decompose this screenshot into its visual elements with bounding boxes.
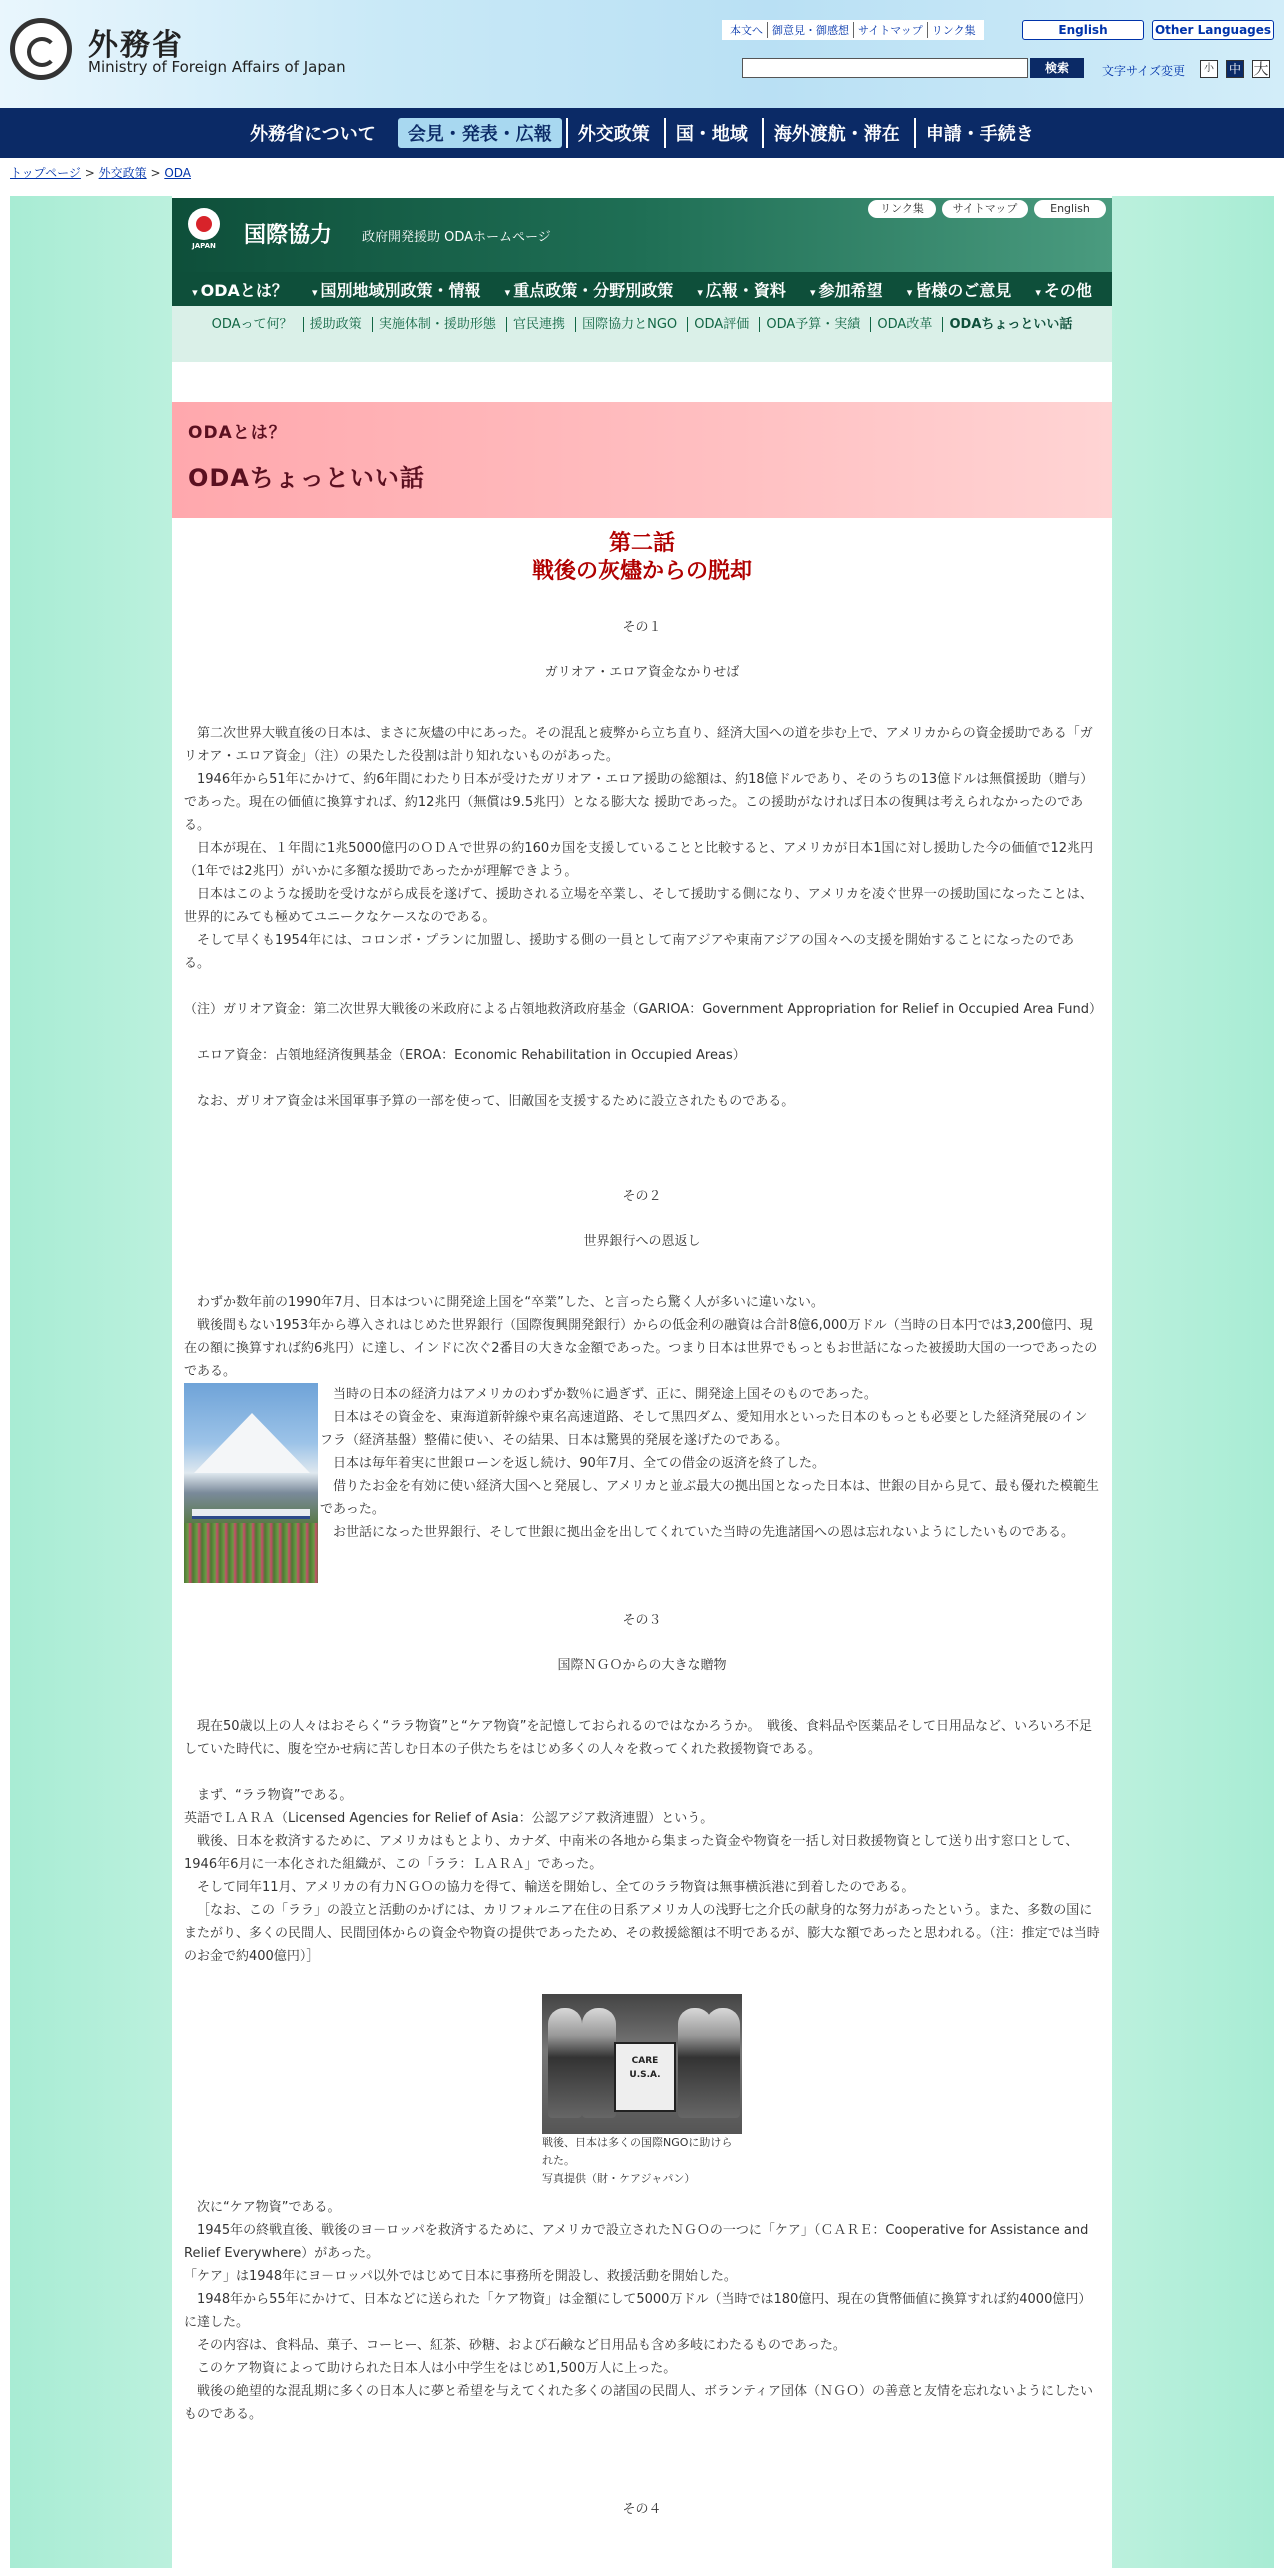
part1-label: その１ xyxy=(622,620,662,635)
paragraph: 次に“ケア物資”である。 xyxy=(197,2200,341,2215)
paragraph: 日本が現在、１年間に1兆5000億円のＯＤＡで世界の約160カ国を支援していることと比較すると、アメリカが日本1国に対し援助した今の価値で12兆円（1年では2兆円）がいかに多額な援助であったかが理解できよう。 xyxy=(184,841,1094,879)
paragraph: 借りたお金を有効に使い経済大国へと発展し、アメリカと並ぶ最大の拠出国となった日本は、世銀の目から見て、最も優れた模範生であった。 xyxy=(320,1479,1099,1517)
oda-subtitle: 政府開発援助 ODAホームページ xyxy=(362,230,551,245)
part2-title: 世界銀行への恩返し xyxy=(583,1234,701,1249)
paragraph: わずか数年前の1990年7月、日本はついに開発途上国を“卒業”した、と言ったら驚く人が多いに違いない。 xyxy=(197,1295,824,1310)
oda-nav-priority-policy[interactable]: ▾ 重点政策・分野別政策 xyxy=(505,278,674,301)
paragraph: 1946年から51年にかけて、約6年間にわたり日本が受けたガリオア・エロア援助の総額は、約18億ドルであり、そのうちの13億ドルは無償援助（贈与）であった。現在の価値に換算すれば、約12兆円（無償は9.5兆円）となる膨大な 援助であった。この援助がなければ日本の復興は考えられなかったのである。 xyxy=(184,772,1094,833)
part1-title: ガリオア・エロア資金なかりせば xyxy=(544,665,740,680)
paragraph: その内容は、食料品、菓子、コーヒー、紅茶、砂糖、および石鹸など日用品も含め多岐にわたるものであった。 xyxy=(197,2338,846,2353)
link-sitemap[interactable]: サイトマップ xyxy=(853,22,927,38)
care-children-photo xyxy=(542,1994,742,2134)
paragraph: まず、“ララ物資”である。 xyxy=(197,1788,353,1803)
gnav-press[interactable]: 会見・発表・広報 xyxy=(398,118,562,148)
part4-label: その４ xyxy=(622,2502,662,2517)
oda-nav-opinions[interactable]: ▾ 皆様のご意見 xyxy=(907,278,1012,301)
part2-label: その２ xyxy=(622,1189,662,1204)
care-box-label: CARE U.S.A. xyxy=(614,2042,676,2112)
oda-nav xyxy=(172,272,1112,306)
paragraph: 戦後の絶望的な混乱期に多くの日本人に夢と希望を与えてくれた多くの諸国の民間人、ボランティア団体（ＮＧＯ）の善意と友情を忘れないようにしたいものである。 xyxy=(184,2384,1093,2422)
article xyxy=(184,530,1100,2521)
english-button[interactable]: English xyxy=(1022,20,1144,40)
paragraph: 戦後間もない1953年から導入されはじめた世界銀行（国際復興開発銀行）からの低金利の融資は合計8億6,000万ドル（当時の日本円では3,200億円、現在の額に換算すれば約6兆円）に達し、インドに次ぐ2番目の大きな金額であった。つまり日本は世界でもっともお世話になった被援助大国の一つであったのである。 xyxy=(184,1318,1098,1379)
care-photo-figure xyxy=(184,1994,1100,2188)
photo-caption: 戦後、日本は多くの国際NGOに助けられた。 xyxy=(542,2136,733,2167)
breadcrumb-policy[interactable]: 外交政策 xyxy=(98,166,147,180)
subnav-implementation[interactable]: 実施体制・援助形態 xyxy=(372,317,502,332)
oda-tab-sitemap[interactable]: サイトマップ xyxy=(942,200,1028,218)
oda-nav-others[interactable]: ▾ その他 xyxy=(1035,278,1092,301)
link-skip-to-content[interactable]: 本文へ xyxy=(730,24,763,37)
note-funding: なお、ガリオア資金は米国軍事予算の一部を使って、旧敵国を支援するために設立されたものである。 xyxy=(197,1094,795,1109)
paragraph: そして同年11月、アメリカの有力ＮＧＯの協力を得て、輸送を開始し、全てのララ物資は無事横浜港に到着したのである。 xyxy=(197,1880,915,1895)
font-size-small-button[interactable]: 小 xyxy=(1200,60,1218,78)
note-eroa: エロア資金：占領地経済復興基金（EROA：Economic Rehabilitation in Occupied Areas） xyxy=(197,1048,746,1063)
search-input[interactable] xyxy=(742,58,1028,78)
paragraph: 英語でＬＡＲＡ（Licensed Agencies for Relief of Asia：公認アジア救済連盟）という。 xyxy=(184,1811,714,1826)
gnav-regions[interactable]: 国・地域 xyxy=(664,118,758,148)
link-links[interactable]: リンク集 xyxy=(927,22,980,38)
font-size-large-button[interactable]: 大 xyxy=(1253,60,1269,78)
breadcrumb-home[interactable]: トップページ xyxy=(10,166,81,180)
global-nav xyxy=(0,108,1284,158)
paragraph: ［なお、この「ララ」の設立と活動のかげには、カリフォルニア在住の日系アメリカ人の浅野七之介氏の献身的な努力があったという。また、多数の国にまたがり、多くの民間人、民間団体からの資金や物資の提供であったため、その救援総額は不明であるが、膨大な額であったと思われる。（注：推定では当時のお金で約400億円）］ xyxy=(184,1903,1100,1964)
part3-title: 国際ＮＧＯからの大きな贈物 xyxy=(557,1658,727,1673)
site-title-en[interactable]: Ministry of Foreign Affairs of Japan xyxy=(88,58,346,76)
chapter-title: 戦後の灰燼からの脱却 xyxy=(531,559,752,584)
paragraph: 1948年から55年にかけて、日本などに送られた「ケア物資」は金額にして5000万ドル（当時では180億円、現在の貨幣価値に換算すれば約4000億円）に達した。 xyxy=(184,2292,1092,2330)
oda-tab-links[interactable]: リンク集 xyxy=(868,200,936,218)
site-header xyxy=(0,0,1284,108)
mofa-logo-icon[interactable] xyxy=(10,18,72,80)
oda-title[interactable]: 国際協力 xyxy=(244,223,333,248)
oda-nav-pr-materials[interactable]: ▾ 広報・資料 xyxy=(697,278,786,301)
logo-text: JAPAN xyxy=(192,242,216,250)
part1-body xyxy=(184,722,1100,975)
paragraph: そして早くも1954年には、コロンボ・プランに加盟し、援助する側の一員として南アジアや東南アジアの国々への支援を開始することになったのである。 xyxy=(184,933,1075,971)
subnav-evaluation[interactable]: ODA評価 xyxy=(687,317,755,332)
subnav-ngo[interactable]: 国際協力とNGO xyxy=(575,317,683,332)
oda-tab-english[interactable]: English xyxy=(1034,200,1106,218)
paragraph: 日本はこのような援助を受けながら成長を遂げて、援助される立場を卒業し、そして援助する側になり、アメリカを凌ぐ世界一の援助国になったことは、世界的にみても極めてユニークなケースなのである。 xyxy=(184,887,1093,925)
banner-section-label: ODAとは？ xyxy=(188,423,287,443)
breadcrumb xyxy=(10,164,191,181)
font-size-medium-button[interactable]: 中 xyxy=(1226,60,1244,78)
search-button[interactable]: 検索 xyxy=(1030,58,1084,78)
gnav-policy[interactable]: 外交政策 xyxy=(566,118,660,148)
part3-label: その３ xyxy=(622,1613,662,1628)
part3-body xyxy=(184,1715,1100,1968)
site-title-ja[interactable]: 外務省 xyxy=(88,28,184,63)
part3-body-2 xyxy=(184,2196,1100,2426)
link-feedback[interactable]: 御意見・御感想 xyxy=(767,22,853,38)
photo-credit: 写真提供（財・ケアジャパン） xyxy=(542,2172,696,2185)
paragraph: 当時の日本の経済力はアメリカのわずか数％に過ぎず、正に、開発途上国そのものであった。 xyxy=(333,1387,877,1402)
part2-body xyxy=(184,1291,1100,1583)
paragraph: 戦後、日本を救済するために、アメリカはもとより、カナダ、中南米の各地から集まった資金や物資を一括し対日救援物資として送り出す窓口として、1946年6月に一本化された組織が、この「ララ：ＬＡＲＡ」であった。 xyxy=(184,1834,1079,1872)
paragraph: 現在50歳以上の人々はおそらく“ララ物資”と“ケア物資”を記憶しておられるのではなかろうか。 戦後、食料品や医薬品そして日用品など、いろいろ不足していた時代に、腹を空かせ病に苦しむ日本の子供たちをはじめ多くの人々を救ってくれた救援物資である。 xyxy=(184,1719,1092,1757)
paragraph: このケア物資によって助けられた日本人は小中学生をはじめ1,500万人に上った。 xyxy=(197,2361,677,2376)
subnav-budget[interactable]: ODA予算・実績 xyxy=(759,317,866,332)
oda-nav-participation[interactable]: ▾ 参加希望 xyxy=(810,278,883,301)
subnav-aid-policy[interactable]: 援助政策 xyxy=(303,317,368,332)
paragraph: 1945年の終戦直後、戦後のヨ－ロッパを救済するために、アメリカで設立されたＮＧＯの一つに「ケア」（ＣＡＲＥ：Cooperative for Assistance and Relief Everywhere）があった。 xyxy=(184,2223,1089,2261)
paragraph: 日本は毎年着実に世銀ローンを返し続け、90年7月、全ての借金の返済を終了した。 xyxy=(333,1456,826,1471)
breadcrumb-oda[interactable]: ODA xyxy=(164,166,191,180)
subnav-what-is-oda[interactable]: ODAって何？ xyxy=(211,317,293,332)
chapter-number: 第二話 xyxy=(608,531,675,556)
gnav-about[interactable]: 外務省について xyxy=(250,124,376,145)
other-languages-button[interactable]: Other Languages xyxy=(1152,20,1274,40)
breadcrumb-separator: > xyxy=(80,166,99,180)
paragraph: 日本はその資金を、東海道新幹線や東名高速道路、そして黒四ダム、愛知用水といった日本のもっとも必要とした経済発展のインフラ（経済基盤）整備に使い、その結果、日本は驚異的発展を遂げたのである。 xyxy=(320,1410,1088,1448)
paragraph: 第二次世界大戦直後の日本は、まさに灰燼の中にあった。その混乱と疲弊から立ち直り、経済大国への道を歩む上で、アメリカからの資金援助である「ガリオア・エロア資金」（注）の果たした役割は計り知れないものがあった。 xyxy=(184,726,1093,764)
paragraph: 「ケア」は1948年にヨ－ロッパ以外ではじめて日本に事務所を開設し、救援活動を開始した。 xyxy=(184,2269,737,2284)
gnav-procedures[interactable]: 申請・手続き xyxy=(914,118,1044,148)
breadcrumb-separator: > xyxy=(146,166,165,180)
subnav-reform[interactable]: ODA改革 xyxy=(870,317,938,332)
oda-nav-what-is-oda[interactable]: ▾ ODAとは？ xyxy=(192,278,288,301)
page-title: ODAちょっといい話 xyxy=(188,464,425,492)
top-links xyxy=(722,20,984,40)
subnav-good-stories[interactable]: ODAちょっといい話 xyxy=(942,317,1078,332)
paragraph: お世話になった世界銀行、そして世銀に拠出金を出してくれていた当時の先進諸国への恩は忘れないようにしたいものである。 xyxy=(333,1525,1075,1540)
japan-flag-logo-icon[interactable] xyxy=(184,208,224,252)
gnav-travel[interactable]: 海外渡航・滞在 xyxy=(762,118,910,148)
oda-nav-country-policy[interactable]: ▾ 国別地域別政策・情報 xyxy=(312,278,481,301)
font-size-label: 文字サイズ変更 xyxy=(1102,64,1186,78)
oda-subnav xyxy=(172,306,1112,362)
mt-fuji-shinkansen-photo xyxy=(184,1383,318,1583)
note-garioa: （注）ガリオア資金：第二次世界大戦後の米政府による占領地救済政府基金（GARIOA：Government Appropriation for Relief in Occupied Area Fund） xyxy=(184,1002,1102,1017)
subnav-public-private[interactable]: 官民連携 xyxy=(506,317,571,332)
